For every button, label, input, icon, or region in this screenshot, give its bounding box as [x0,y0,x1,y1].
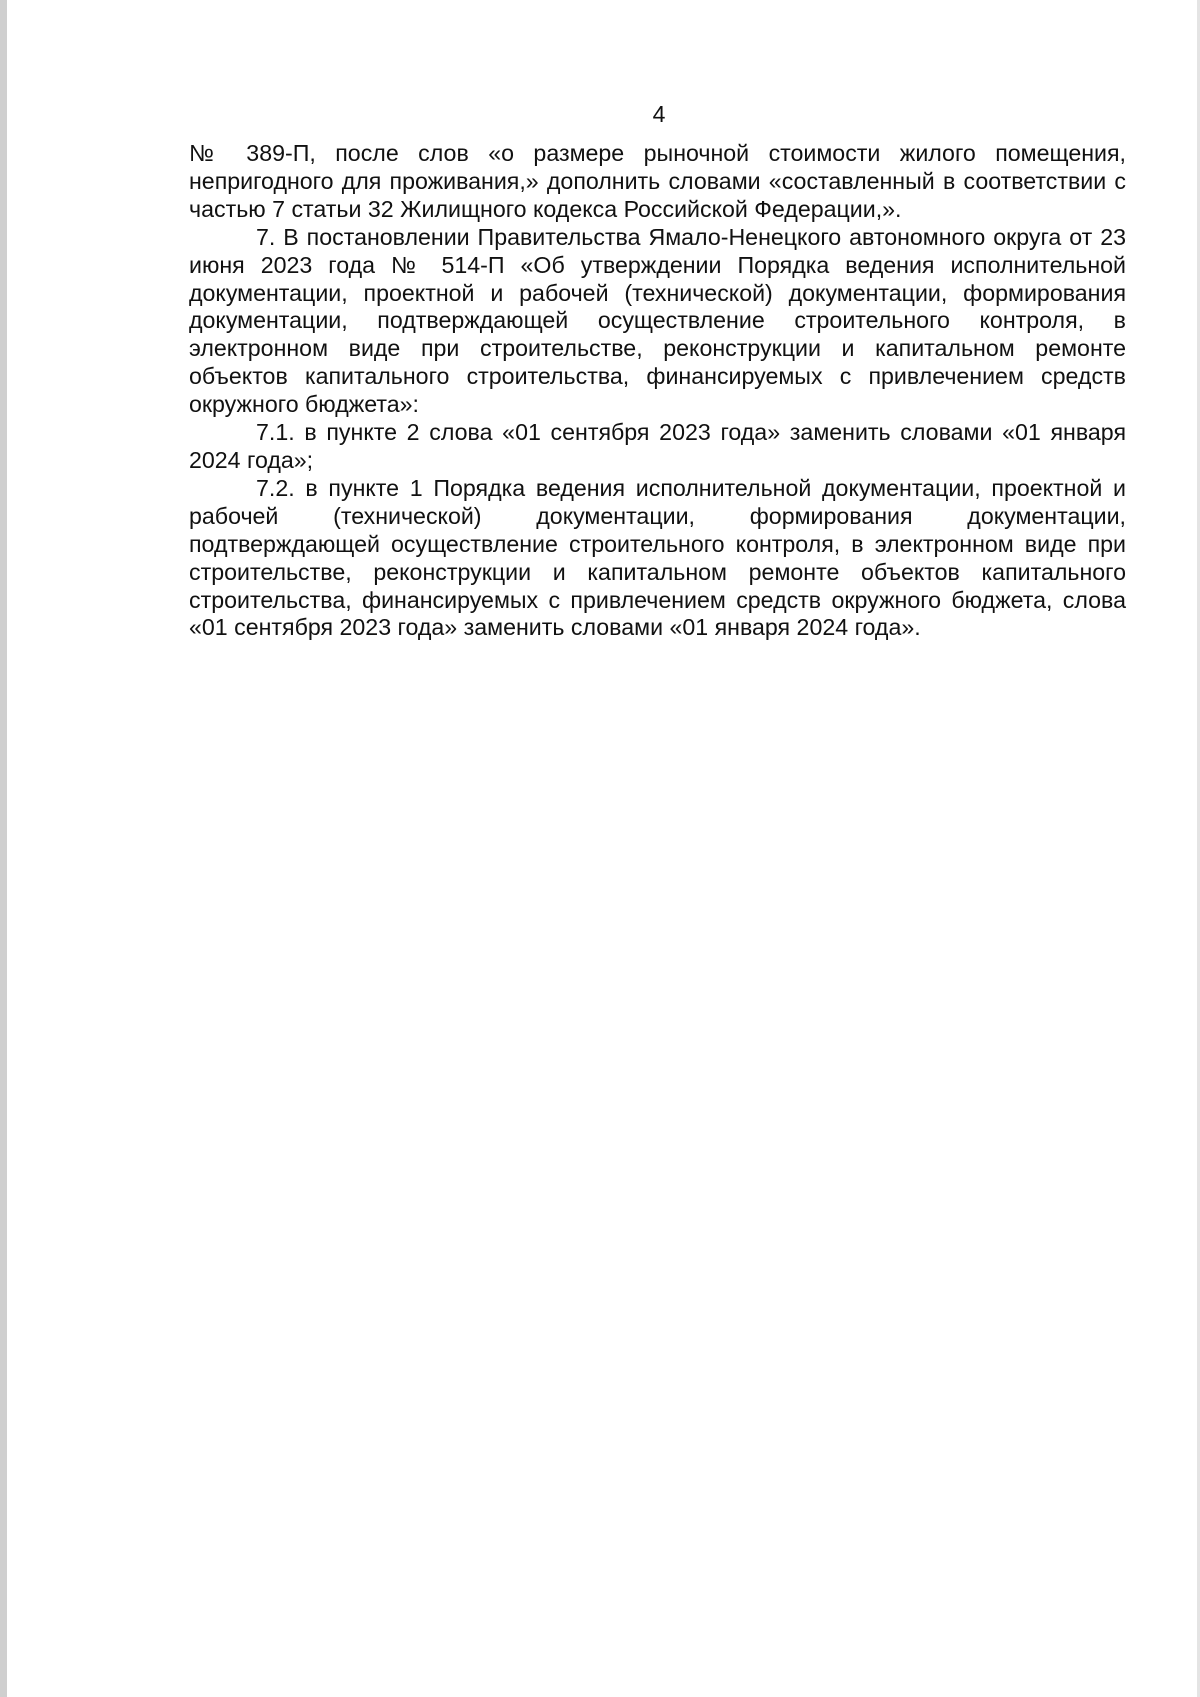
paragraph-item-7-2: 7.2. в пункте 1 Порядка ведения исполнительной документации, проектной и рабочей (технической) документации, формирования документации, подтверждающей осуществление строительного контроля, в электронном виде при строительстве, реконструкции и капитальном ремонте объектов капитального строительства, финансируемых с привлечением средств окружного бюджета, слова «01 сентября 2023 года» заменить словами «01 января 2024 года». [189,474,1126,641]
paragraph-item-7-1: 7.1. в пункте 2 слова «01 сентября 2023 года» заменить словами «01 января 2024 года»; [189,419,1126,473]
paragraph-item-7: 7. В постановлении Правительства Ямало-Ненецкого автономного округа от 23 июня 2023 года № 514-П «Об утверждении Порядка ведения исполнительной документации, проектной и рабочей (технической) документации, формирования документации, подтверждающей осуществление строительного контроля, в электронном виде при строительстве, реконструкции и капитальном ремонте объектов капитального строительства, финансируемых с привлечением средств окружного бюджета»: [189,223,1126,418]
document-body [189,140,1126,642]
paragraph-continuation: № 389-П, после слов «о размере рыночной стоимости жилого помещения, непригодного для проживания,» дополнить словами «составленный в соответствии с частью 7 статьи 32 Жилищного кодекса Российской Федерации,». [189,140,1126,222]
page-number: 4 [652,101,666,127]
scan-edge-left [0,0,7,1697]
